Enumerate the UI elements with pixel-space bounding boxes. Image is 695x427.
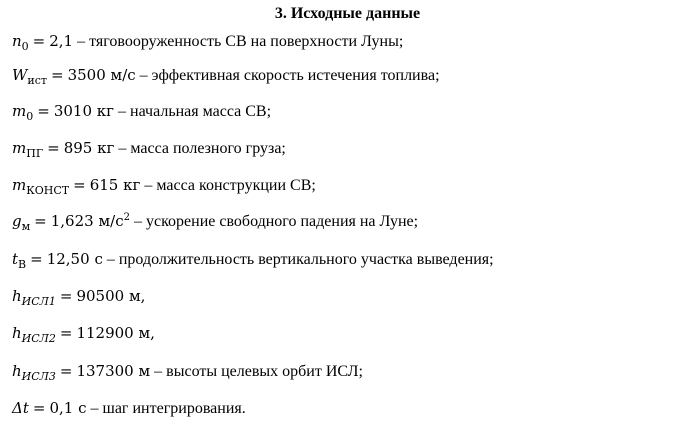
parameter-line — [12, 249, 494, 271]
parameter-description: – начальная масса СВ; — [118, 103, 272, 120]
parameter-description: – ускорение свободного падения на Луне; — [133, 213, 419, 230]
variable-symbol: m — [12, 139, 27, 157]
parameter-unit: м, — [128, 287, 146, 305]
section-heading: 3. Исходные данные — [274, 5, 421, 22]
variable-symbol: m — [12, 176, 27, 194]
parameter-formula — [12, 362, 151, 383]
parameter-description: – эффективная скорость истечения топлива; — [139, 67, 440, 84]
parameter-unit: кг — [123, 176, 141, 194]
parameter-unit: м/с — [98, 212, 124, 230]
equals-sign: = — [37, 102, 50, 120]
parameter-unit: с — [94, 250, 103, 268]
parameter-value: 895 — [63, 139, 93, 157]
parameter-line — [12, 286, 145, 308]
variable-symbol: h — [12, 362, 22, 380]
variable-subscript: 0 — [21, 40, 29, 53]
parameter-value: 112900 — [76, 324, 134, 342]
parameter-unit: м, — [138, 324, 155, 342]
equals-sign: = — [30, 250, 43, 268]
parameter-line — [12, 398, 246, 419]
variable-subscript: ист — [27, 74, 47, 87]
parameter-formula — [12, 66, 136, 87]
parameter-formula — [12, 324, 155, 345]
variable-symbol: W — [12, 66, 28, 84]
variable-symbol: m — [12, 102, 27, 120]
parameter-line — [12, 361, 363, 383]
parameter-description: – шаг интегрирования. — [90, 400, 246, 417]
parameter-formula — [12, 102, 115, 123]
parameter-formula — [12, 287, 146, 308]
variable-symbol: n — [12, 32, 22, 50]
variable-subscript: В — [18, 258, 27, 271]
parameter-value: 2,1 — [49, 32, 74, 50]
parameter-unit: м — [138, 362, 151, 380]
equals-sign: = — [59, 324, 73, 342]
parameter-line — [12, 138, 286, 160]
parameter-formula — [12, 32, 74, 53]
parameter-line — [12, 211, 418, 234]
variable-symbol: Δt — [12, 399, 29, 417]
parameter-description: – высоты целевых орбит ИСЛ; — [154, 363, 363, 380]
parameter-value: 12,50 — [46, 250, 90, 268]
parameter-unit: кг — [96, 102, 115, 120]
variable-subscript: ПГ — [26, 147, 44, 160]
equals-sign: = — [59, 287, 73, 305]
parameter-value: 90500 — [76, 287, 125, 305]
parameter-description: – масса конструкции СВ; — [144, 177, 316, 194]
variable-symbol: h — [12, 287, 22, 305]
parameter-line — [12, 323, 155, 345]
parameter-value: 137300 — [76, 362, 134, 380]
parameter-formula — [12, 399, 87, 417]
parameter-value: 3010 — [53, 102, 92, 120]
variable-subscript: м — [21, 220, 31, 233]
equals-sign: = — [32, 399, 46, 417]
variable-symbol: h — [12, 324, 22, 342]
equals-sign: = — [51, 66, 64, 84]
parameter-description: – продолжительность вертикального участка выведения; — [106, 251, 494, 268]
equals-sign: = — [34, 212, 47, 230]
parameter-description: – масса полезного груза; — [118, 140, 286, 157]
variable-symbol: g — [12, 212, 22, 230]
parameter-formula — [12, 212, 130, 233]
parameter-value: 1,623 — [50, 212, 94, 230]
variable-subscript: ИСЛ1 — [21, 295, 56, 308]
variable-subscript: ИСЛ3 — [21, 370, 56, 383]
variable-symbol: t — [12, 250, 19, 268]
variable-subscript: КОНСТ — [26, 184, 70, 197]
equals-sign: = — [47, 139, 60, 157]
equals-sign: = — [73, 176, 86, 194]
equals-sign: = — [59, 362, 73, 380]
parameter-formula — [12, 176, 141, 197]
variable-subscript: ИСЛ2 — [21, 332, 56, 345]
parameter-unit: с — [78, 399, 87, 417]
parameter-description: – тяговооруженность СВ на поверхности Луны; — [77, 33, 404, 50]
unit-exponent: 2 — [123, 212, 130, 223]
parameter-line — [12, 31, 403, 53]
parameter-value: 615 — [89, 176, 119, 194]
parameter-formula — [12, 139, 115, 160]
parameter-unit: м/с — [110, 66, 136, 84]
parameter-value: 3500 — [67, 66, 106, 84]
parameter-line — [12, 101, 271, 123]
variable-subscript: 0 — [26, 110, 34, 123]
parameter-formula — [12, 250, 103, 271]
parameter-value: 0,1 — [49, 399, 74, 417]
parameter-line — [12, 65, 440, 87]
equals-sign: = — [32, 32, 46, 50]
parameter-unit: кг — [97, 139, 115, 157]
parameter-line — [12, 175, 316, 197]
